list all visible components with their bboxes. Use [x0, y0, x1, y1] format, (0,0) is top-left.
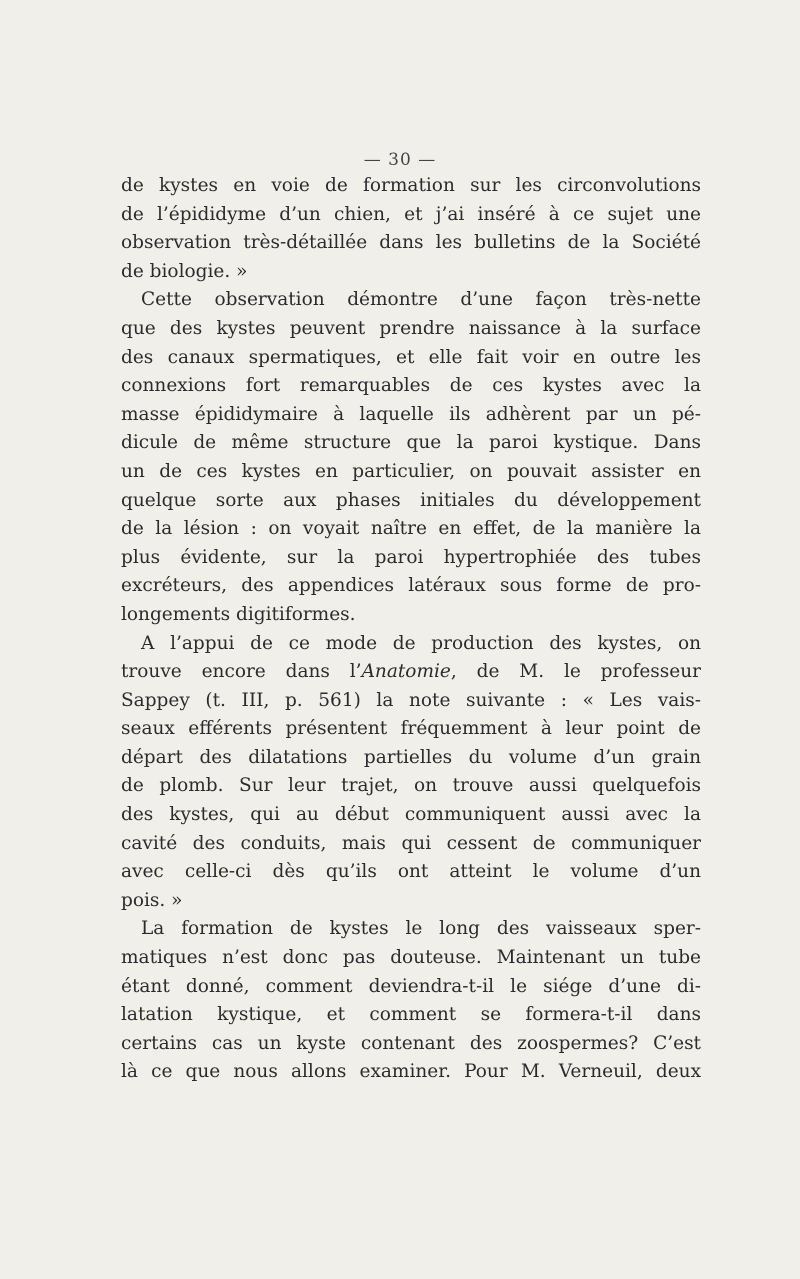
text-line: un de ces kystes en particulier, on pouvait assister en — [121, 460, 701, 482]
text-line: quelque sorte aux phases initiales du développement — [121, 489, 701, 511]
page-number: — 30 — — [363, 150, 437, 170]
text-line: là ce que nous allons examiner. Pour M. Verneuil, deux — [121, 1061, 701, 1083]
text-line: La formation de kystes le long des vaisseaux sper- — [141, 918, 701, 940]
text-line: cavité des conduits, mais qui cessent de communiquer — [121, 832, 701, 854]
text-line: plus évidente, sur la paroi hypertrophiée des tubes — [121, 546, 701, 568]
text-line: départ des dilatations partielles du volume d’un grain — [121, 746, 701, 768]
text-line: des canaux spermatiques, et elle fait voir en outre les — [121, 346, 701, 368]
text-line: de l’épididyme d’un chien, et j’ai inséré à ce sujet une — [121, 203, 701, 225]
text-line: connexions fort remarquables de ces kystes avec la — [121, 375, 701, 397]
text-line: Sappey (t. III, p. 561) la note suivante : « Les vais- — [121, 689, 701, 711]
text-line: dicule de même structure que la paroi kystique. Dans — [121, 432, 701, 454]
text-line: étant donné, comment deviendra-t-il le siége d’une di- — [121, 975, 701, 997]
text-line: avec celle-ci dès qu’ils ont atteint le volume d’un — [121, 861, 701, 883]
text-line: observation très-détaillée dans les bulletins de la Société — [121, 232, 701, 254]
text-line: de plomb. Sur leur trajet, on trouve aussi quelquefois — [121, 775, 701, 797]
text-line: de kystes en voie de formation sur les circonvolutions — [121, 175, 701, 196]
text-line: pois. » — [121, 889, 183, 911]
text-line: de la lésion : on voyait naître en effet, de la manière la — [121, 518, 701, 540]
text-line: A l’appui de ce mode de production des kystes, on — [141, 632, 701, 654]
text-line: longements digitiformes. — [121, 603, 356, 625]
text-line: matiques n’est donc pas douteuse. Maintenant un tube — [121, 947, 701, 969]
text-line: Cette observation démontre d’une façon très-nette — [141, 289, 701, 311]
text-line: excréteurs, des appendices latéraux sous forme de pro- — [121, 575, 701, 597]
italic-title: Anatomie — [361, 661, 451, 683]
text-line: que des kystes peuvent prendre naissance à la surface — [121, 317, 701, 339]
text-line: seaux efférents présentent fréquemment à leur point de — [121, 718, 701, 740]
text-fragment: trouve encore dans l’ — [121, 661, 362, 683]
text-line: masse épididymaire à laquelle ils adhèrent par un pé- — [121, 403, 701, 425]
text-line: des kystes, qui au début communiquent aussi avec la — [121, 804, 701, 826]
text-line — [121, 658, 701, 687]
body-text — [121, 172, 701, 1087]
text-fragment: , de M. le professeur — [450, 661, 701, 683]
text-line: de biologie. » — [121, 260, 248, 282]
text-line: certains cas un kyste contenant des zoospermes? C’est — [121, 1032, 701, 1054]
text-line: latation kystique, et comment se formera-t-il dans — [121, 1004, 701, 1026]
